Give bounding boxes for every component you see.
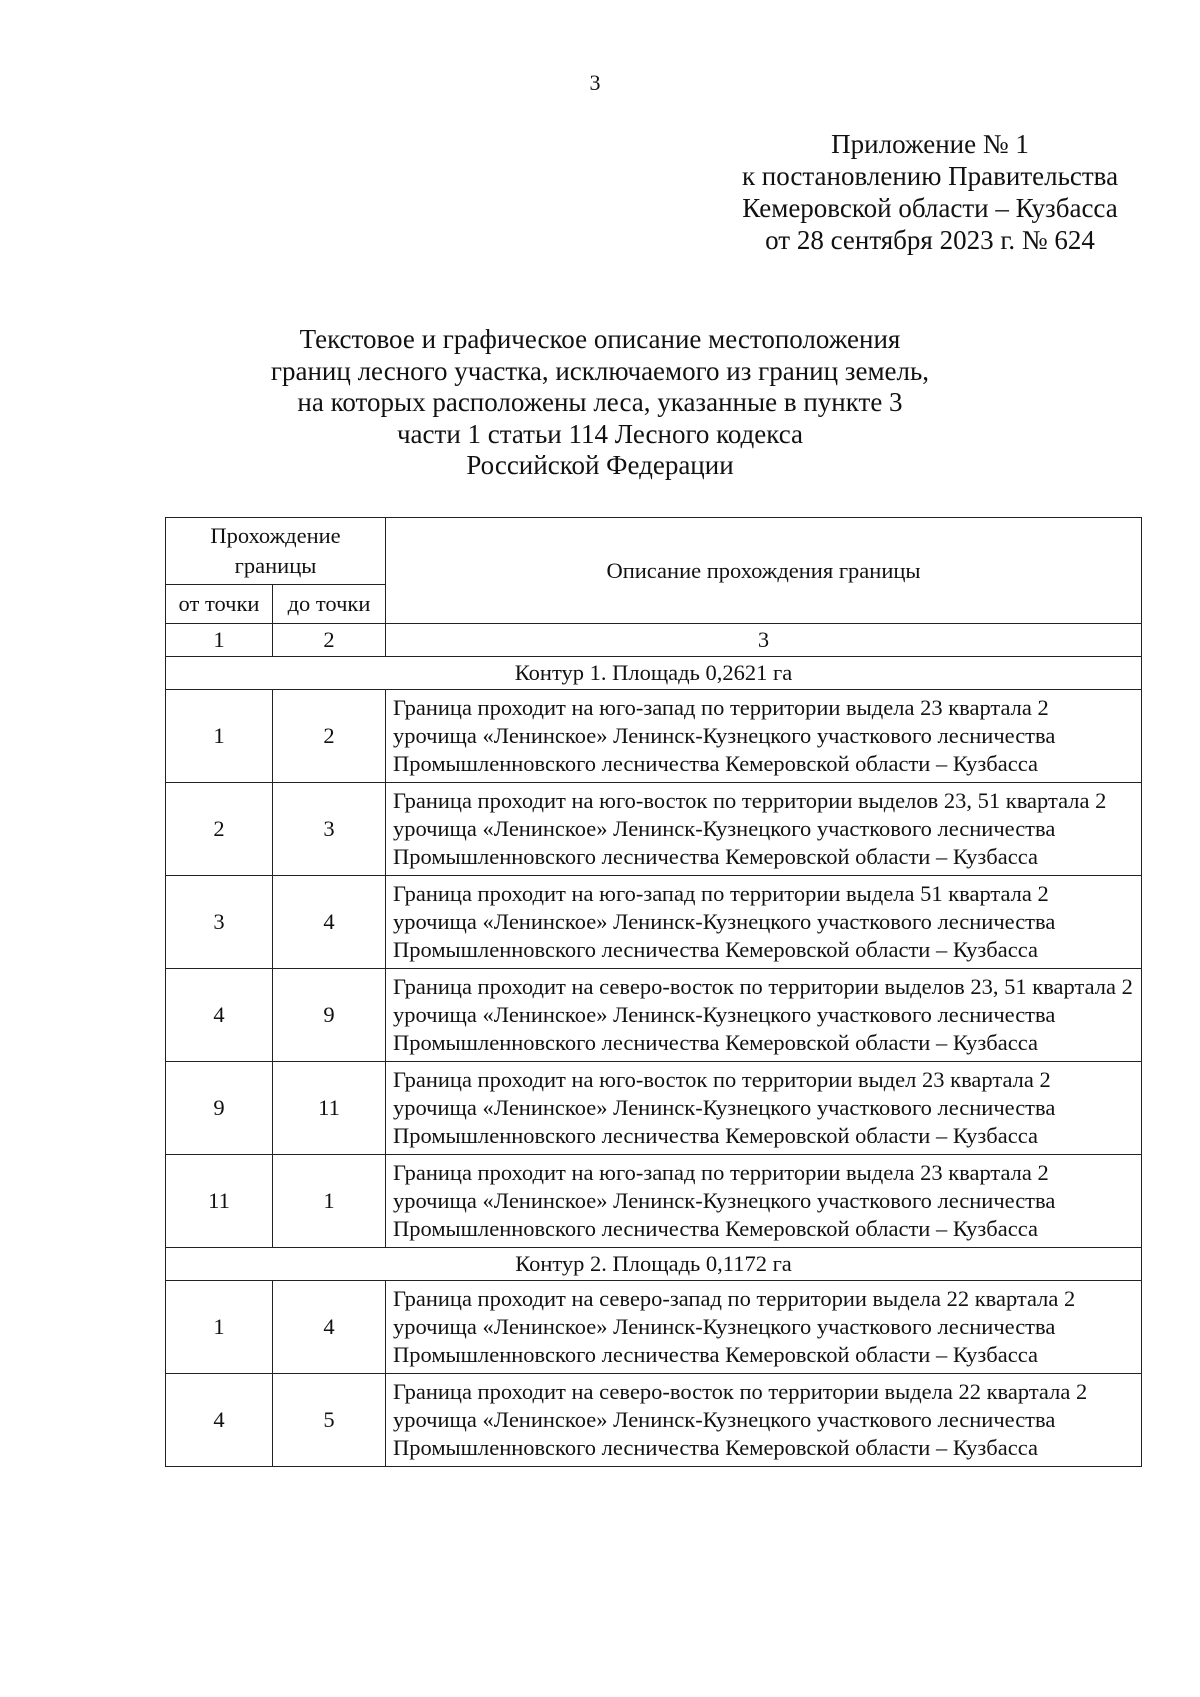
from-point: 11 xyxy=(166,1155,273,1248)
column-number: 2 xyxy=(273,624,386,657)
to-point: 4 xyxy=(273,876,386,969)
from-point: 1 xyxy=(166,1281,273,1374)
title-line: границ лесного участка, исключаемого из границ земель, xyxy=(270,355,930,386)
boundary-table xyxy=(165,517,1142,1467)
to-point: 5 xyxy=(273,1374,386,1467)
contour-row xyxy=(166,1248,1142,1281)
column-number-row xyxy=(166,624,1142,657)
header-boundary-passage: Прохождение границы xyxy=(166,518,386,585)
boundary-description: Граница проходит на северо-запад по территории выдела 22 квартала 2 урочища «Ленинское» Ленинск-Кузнецкого участкового лесничества Промышленновского лесничества Кемеровской области – Кузбасса xyxy=(386,1281,1142,1374)
to-point: 1 xyxy=(273,1155,386,1248)
title-line: части 1 статьи 114 Лесного кодекса xyxy=(396,418,804,449)
to-point: 4 xyxy=(273,1281,386,1374)
boundary-description: Граница проходит на юго-запад по территории выдела 23 квартала 2 урочища «Ленинское» Ленинск-Кузнецкого участкового лесничества Промышленновского лесничества Кемеровской области – Кузбасса xyxy=(386,1155,1142,1248)
from-point: 3 xyxy=(166,876,273,969)
boundary-description: Граница проходит на юго-восток по территории выделов 23, 51 квартала 2 урочища «Ленинское» Ленинск-Кузнецкого участкового лесничества Промышленновского лесничества Кемеровской области – Кузбасса xyxy=(386,783,1142,876)
table-row xyxy=(166,1062,1142,1155)
to-point: 11 xyxy=(273,1062,386,1155)
table-row xyxy=(166,1374,1142,1467)
table-row xyxy=(166,969,1142,1062)
header-from-point: от точки xyxy=(166,585,273,624)
from-point: 4 xyxy=(166,969,273,1062)
title-line: Текстовое и графическое описание местоположения xyxy=(299,324,901,354)
appendix-line: Кемеровской области – Кузбасса xyxy=(742,193,1118,223)
header-description: Описание прохождения границы xyxy=(386,518,1142,624)
table-row xyxy=(166,1155,1142,1248)
from-point: 4 xyxy=(166,1374,273,1467)
contour-row xyxy=(166,657,1142,690)
appendix-line: от 28 сентября 2023 г. № 624 xyxy=(765,225,1095,255)
boundary-description: Граница проходит на юго-запад по территории выдела 51 квартала 2 урочища «Ленинское» Ленинск-Кузнецкого участкового лесничества Промышленновского лесничества Кемеровской области – Кузбасса xyxy=(386,876,1142,969)
boundary-description: Граница проходит на юго-восток по территории выдел 23 квартала 2 урочища «Ленинское» Ленинск-Кузнецкого участкового лесничества Промышленновского лесничества Кемеровской области – Кузбасса xyxy=(386,1062,1142,1155)
page-number: 3 xyxy=(589,70,601,95)
table-row xyxy=(166,1281,1142,1374)
table-row xyxy=(166,690,1142,783)
boundary-description: Граница проходит на юго-запад по территории выдела 23 квартала 2 урочища «Ленинское» Ленинск-Кузнецкого участкового лесничества Промышленновского лесничества Кемеровской области – Кузбасса xyxy=(386,690,1142,783)
appendix-line: к постановлению Правительства xyxy=(741,161,1119,191)
appendix-line: Приложение № 1 xyxy=(831,129,1029,159)
to-point: 9 xyxy=(273,969,386,1062)
to-point: 2 xyxy=(273,690,386,783)
header-to-point: до точки xyxy=(273,585,386,624)
column-number: 1 xyxy=(166,624,273,657)
contour-label: Контур 2. Площадь 0,1172 га xyxy=(166,1248,1142,1281)
title-line: на которых расположены леса, указанные в пункте 3 xyxy=(297,387,903,417)
title-line: Российской Федерации xyxy=(466,450,734,480)
appendix-block xyxy=(690,128,1170,256)
to-point: 3 xyxy=(273,783,386,876)
column-number: 3 xyxy=(386,624,1142,657)
boundary-description: Граница проходит на северо-восток по территории выделов 23, 51 квартала 2 урочища «Ленинское» Ленинск-Кузнецкого участкового лесничества Промышленновского лесничества Кемеровской области – Кузбасса xyxy=(386,969,1142,1062)
from-point: 1 xyxy=(166,690,273,783)
table-row xyxy=(166,783,1142,876)
document-title xyxy=(200,324,1000,482)
table-row xyxy=(166,876,1142,969)
boundary-description: Граница проходит на северо-восток по территории выдела 22 квартала 2 урочища «Ленинское» Ленинск-Кузнецкого участкового лесничества Промышленновского лесничества Кемеровской области – Кузбасса xyxy=(386,1374,1142,1467)
from-point: 2 xyxy=(166,783,273,876)
table-header-row xyxy=(166,518,1142,585)
contour-label: Контур 1. Площадь 0,2621 га xyxy=(166,657,1142,690)
from-point: 9 xyxy=(166,1062,273,1155)
